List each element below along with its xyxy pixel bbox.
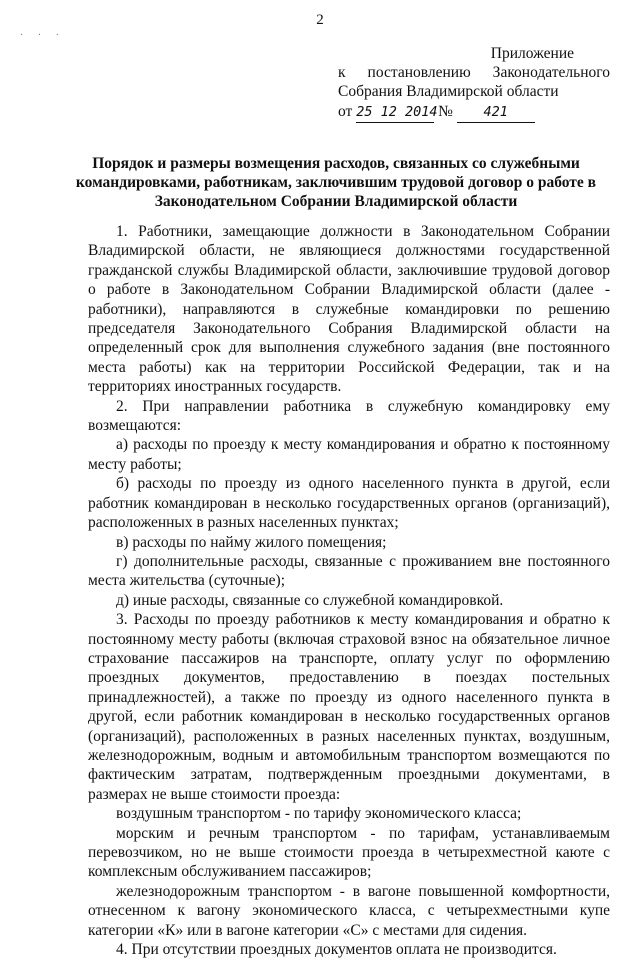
document-body [88,222,610,959]
paragraph-1: 1. Работники, замещающие должности в Законодательном Собрании Владимирской области, не являющиеся должностями государственной гражданской службы Владимирской области, заключившие трудовой договор о работе в Законодательном Собрании Владимирской области (далее - работники), направляются в служебные командировки по решению председателя Законодательного Собрания Владимирской области на определенный срок для выполнения служебного задания (вне постоянного места работы) как на территории Российской Федерации, так и на территориях иностранных государств. [88,223,610,396]
handwritten-number: 421 [457,103,535,123]
paragraph-2: 2. При направлении работника в служебную командировку ему возмещаются: [88,397,610,435]
number-sign: № [438,103,453,120]
scan-dots: · · · [20,30,65,41]
paragraph-3: 3. Расходы по проезду работников к месту командирования и обратно к постоянному месту работы (включая страховой взнос на обязательное личное страхование пассажиров на транспорте, оплату услуг по оформлению проездных документов, предоставлению в поездах постельных принадлежностей), а также по проезду из одного населенного пункта в другой, если работник командирован в несколько государственных органов (организаций), расположенных в разных населенных пунктах, воздушным, железнодорожным, водным и автомобильным транспортом возмещаются по фактическим затратам, подтвержденным проездными документами, в размерах не выше стоимости проезда: [88,611,610,803]
appendix-date-line [338,102,610,123]
water-transport-line: морским и речным транспортом - по тарифам, устанавливаемым перевозчиком, но не выше стоимости проезда в четырехместной каюте с комплексным обслуживанием пассажиров; [88,824,610,881]
appendix-title: Приложение [490,45,574,62]
page-number: 2 [316,12,324,28]
document-heading: Порядок и размеры возмещения расходов, связанных со служебными командировками, работникам, заключившим трудовой договор о работе в Законодательном Собрании Владимирской области [75,155,597,210]
list-item-v: в) расходы по найму жилого помещения; [116,533,387,551]
list-item-b: б) расходы по проезду из одного населенного пункта в другой, если работник командирован в несколько государственных органов (организаций), расположенных в разных населенных пунктах; [88,475,610,532]
list-item-a: а) расходы по проезду к месту командирования и обратно к постоянному месту работы; [88,436,610,473]
air-transport-line: воздушным транспортом - по тарифу экономического класса; [116,805,522,823]
appendix-block [338,44,610,123]
paragraph-4: 4. При отсутствии проездных документов оплата не производится. [116,941,557,959]
handwritten-date: 25 12 2014 [356,103,434,123]
date-prefix: от [338,103,353,120]
appendix-basis: к постановлению Законодательного Собрания Владимирской области [338,64,610,100]
list-item-d: д) иные расходы, связанные со служебной командировкой. [116,591,504,609]
list-item-g: г) дополнительные расходы, связанные с проживанием вне постоянного места жительства (суточные); [88,552,610,590]
rail-transport-line: железнодорожным транспортом - в вагоне повышенной комфортности, отнесенном к вагону экономического класса, с четырехместными купе категории «К» или в вагоне категории «С» с местами для сидения. [88,882,610,939]
